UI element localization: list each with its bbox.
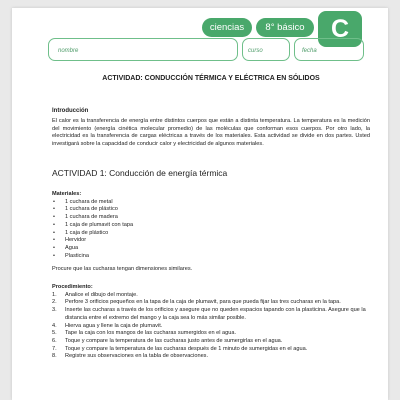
course-label: curso bbox=[248, 48, 263, 54]
materials-list bbox=[52, 199, 370, 261]
list-item: • 1 cuchara de plástico bbox=[53, 206, 118, 213]
list-item: • 1 caja de plástico bbox=[53, 229, 109, 236]
list-item: 5. Tape la caja con los mangos de las cucharas sumergidos en el agua. bbox=[52, 330, 237, 337]
list-item: • 1 cuchara de madera bbox=[53, 214, 118, 221]
name-label: nombre bbox=[58, 48, 79, 54]
subject-letter-logo: C bbox=[318, 11, 362, 47]
intro-heading: Introducción bbox=[52, 108, 89, 114]
list-item: 1. Analice el dibujo del montaje. bbox=[52, 291, 138, 298]
procedure-section bbox=[52, 284, 370, 361]
bullet-icon: • bbox=[53, 206, 55, 213]
bullet-icon: • bbox=[53, 245, 55, 252]
list-item: 8. Registre sus observaciones en la tabla de observaciones. bbox=[52, 353, 209, 360]
list-item: • 1 cuchara de metal bbox=[53, 198, 113, 205]
list-item: 4. Hierva agua y llene la caja de plumavit. bbox=[52, 322, 163, 329]
bullet-icon: • bbox=[53, 221, 55, 228]
bullet-icon: • bbox=[53, 214, 55, 221]
list-item: • Agua bbox=[53, 245, 79, 252]
procedure-steps bbox=[52, 292, 370, 361]
worksheet-header bbox=[12, 8, 388, 68]
bullet-icon: • bbox=[53, 198, 55, 205]
dimensions-note: Procure que las cucharas tengan dimensiones similares. bbox=[52, 266, 193, 272]
list-item: 3. Inserte las cucharas a través de los orificios y asegure que no queden espacios tapando con la plasticina. Asegure que la distancia entre el extremo del mango y la caja sea lo más similar posible. bbox=[52, 307, 366, 321]
intro-paragraph: El calor es la transferencia de energía entre distintos cuerpos que están a distinta temperatura. La temperatura es la medición del movimiento (energía cinética molecular promedio) de las moléculas que conforman esos cuerpos. Por otro lado, la electricidad es la transferencia de cargas eléctricas a través de los materiales. Esta actividad se divide en dos partes. Usted investigará sobre la capacidad de conducir calor y electricidad de algunos materiales. bbox=[52, 118, 370, 148]
worksheet-page bbox=[12, 8, 388, 400]
bullet-icon: • bbox=[53, 237, 55, 244]
list-item: • Hervidor bbox=[53, 237, 87, 244]
subject-badge: ciencias bbox=[202, 18, 252, 37]
activity1-heading: ACTIVIDAD 1: Conducción de energía térmica bbox=[52, 168, 228, 178]
list-item: • Plasticina bbox=[53, 252, 89, 259]
date-label: fecha bbox=[302, 48, 317, 54]
bullet-icon: • bbox=[53, 252, 55, 259]
grade-badge: 8° básico bbox=[256, 18, 314, 37]
list-item: 6. Toque y compare la temperatura de las cucharas justo antes de sumergirlas en el agua. bbox=[52, 338, 283, 345]
list-item: • 1 caja de plumavit con tapa bbox=[53, 221, 134, 228]
procedure-heading: Procedimiento: bbox=[52, 284, 93, 290]
list-item: 2. Perfore 3 orificios pequeños en la tapa de la caja de plumavit, para que pueda fijar las tres cucharas en la tapa. bbox=[52, 299, 341, 306]
activity-title: ACTIVIDAD: CONDUCCIÓN TÉRMICA Y ELÉCTRICA EN SÓLIDOS bbox=[102, 75, 320, 82]
materials-heading: Materiales: bbox=[52, 191, 82, 197]
list-item: 7. Toque y compare la temperatura de las cucharas después de 1 minuto de sumergidas en el agua. bbox=[52, 345, 308, 352]
materials-section bbox=[52, 191, 370, 260]
bullet-icon: • bbox=[53, 229, 55, 236]
